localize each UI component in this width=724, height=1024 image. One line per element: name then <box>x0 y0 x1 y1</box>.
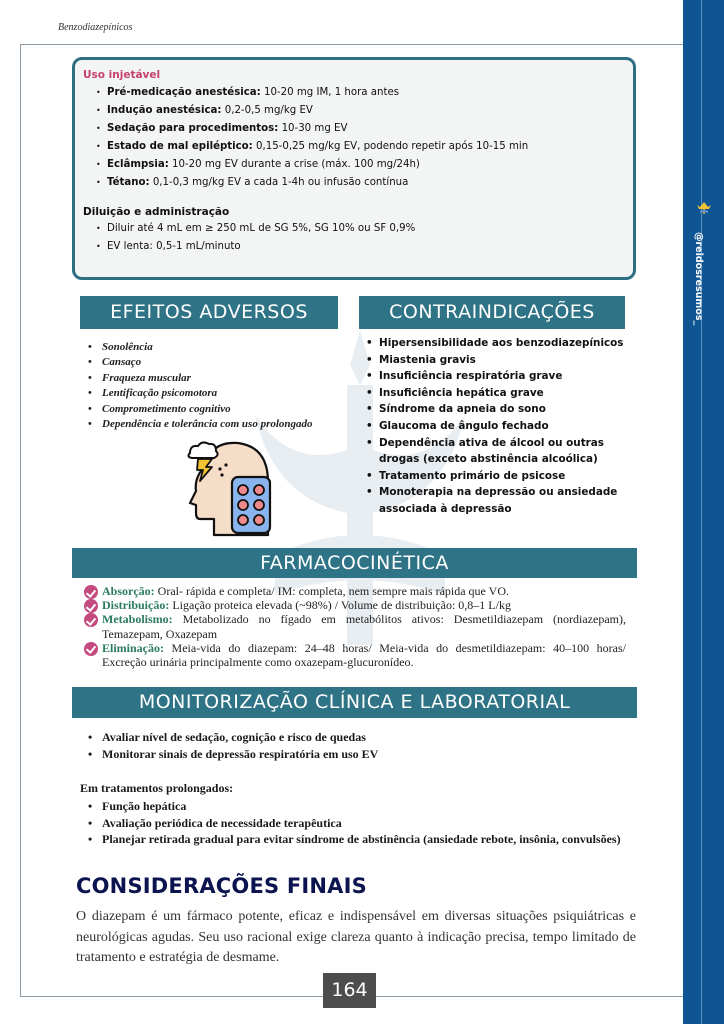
list-item: • Avaliação periódica de necessidade terapêutica <box>88 815 628 832</box>
list-item: • Insuficiência hepática grave <box>364 385 634 402</box>
list-item: • Planejar retirada gradual para evitar síndrome de abstinência (ansiedade rebote, insônia, convulsões) <box>88 831 628 848</box>
list-item: • Sonolência <box>88 340 313 355</box>
running-head: Benzodiazepínicos <box>58 22 133 33</box>
list-item: • Comprometimento cognitivo <box>88 402 313 417</box>
page-number: 164 <box>323 973 376 1008</box>
adverse-effects-header: EFEITOS ADVERSOS <box>80 296 338 329</box>
list-item: • Monitorar sinais de depressão respiratória em uso EV <box>88 746 378 763</box>
injectable-use-box <box>72 57 636 280</box>
list-item: • Eclâmpsia: 10-20 mg EV durante a crise (máx. 100 mg/24h) <box>96 156 623 174</box>
list-item: • Função hepática <box>88 798 628 815</box>
contraindications-list <box>364 335 634 518</box>
list-item: • Sedação para procedimentos: 10-30 mg EV <box>96 120 623 138</box>
prolonged-treatment-title: Em tratamentos prolongados: <box>80 781 234 795</box>
list-item: Absorção: Oral- rápida e completa/ IM: completa, nem sempre mais rápida que VO. <box>84 584 626 598</box>
list-item: • Dependência ativa de álcool ou outras drogas (exceto abstinência alcoólica) <box>364 435 634 468</box>
list-item: • Glaucoma de ângulo fechado <box>364 418 634 435</box>
head-with-pills-icon <box>176 437 276 537</box>
check-circle-icon <box>84 642 98 656</box>
list-item: • Fraqueza muscular <box>88 371 313 386</box>
injectable-title: Uso injetável <box>83 69 161 81</box>
list-item: • Síndrome da apneia do sono <box>364 401 634 418</box>
list-item: • Tratamento primário de psicose <box>364 468 634 485</box>
list-item: • Hipersensibilidade aos benzodiazepínicos <box>364 335 634 352</box>
pharmacokinetics-list <box>84 584 626 669</box>
prolonged-treatment-list <box>88 798 628 848</box>
sidebar-rule <box>701 0 702 1024</box>
list-item: • Lentificação psicomotora <box>88 386 313 401</box>
list-item: • Diluir até 4 mL em ≥ 250 mL de SG 5%, SG 10% ou SF 0,9% <box>96 220 623 238</box>
check-circle-icon <box>84 613 98 627</box>
crown-logo-icon <box>695 198 713 216</box>
list-item: • Tétano: 0,1-0,3 mg/kg EV a cada 1-4h ou infusão contínua <box>96 174 623 192</box>
list-item: • Pré-medicação anestésica: 10-20 mg IM, 1 hora antes <box>96 84 623 102</box>
monitoring-header: MONITORIZAÇÃO CLÍNICA E LABORATORIAL <box>72 687 637 718</box>
list-item: Distribuição: Ligação proteica elevada (~98%) / Volume de distribuição: 0,8–1 L/kg <box>84 598 626 612</box>
check-circle-icon <box>84 599 98 613</box>
list-item: • Monoterapia na depressão ou ansiedade associada à depressão <box>364 484 634 517</box>
dilution-title: Diluição e administração <box>83 206 230 218</box>
list-item: • Estado de mal epiléptico: 0,15-0,25 mg/kg EV, podendo repetir após 10-15 min <box>96 138 623 156</box>
adverse-effects-list <box>88 340 313 432</box>
sidebar: @reidosresumos_ <box>683 0 724 1024</box>
list-item: • EV lenta: 0,5-1 mL/minuto <box>96 238 623 256</box>
list-item: • Insuficiência respiratória grave <box>364 368 634 385</box>
list-item: Metabolismo: Metabolizado no fígado em metabólitos ativos: Desmetildiazepam (nordiazepam), Temazepam, Oxazepam <box>84 612 626 640</box>
list-item: • Cansaço <box>88 355 313 370</box>
contraindications-header: CONTRAINDICAÇÕES <box>359 296 625 329</box>
injectable-list <box>96 84 623 192</box>
list-item: • Miastenia gravis <box>364 352 634 369</box>
monitoring-list <box>88 729 378 762</box>
list-item: • Avaliar nível de sedação, cognição e risco de quedas <box>88 729 378 746</box>
final-considerations-text: O diazepam é um fármaco potente, eficaz e indispensável em diversas situações psiquiátricas e neurológicas agudas. Seu uso racional exige clareza quanto à indicação precisa, tempo limitado de tratamento e estratégia de desmame. <box>76 909 636 965</box>
dilution-list <box>96 220 623 256</box>
list-item: • Indução anestésica: 0,2-0,5 mg/kg EV <box>96 102 623 120</box>
list-item: • Dependência e tolerância com uso prolongado <box>88 417 313 432</box>
pharmacokinetics-header: FARMACOCINÉTICA <box>72 548 637 578</box>
list-item: Eliminação: Meia-vida do diazepam: 24–48 horas/ Meia-vida do desmetildiazepam: 40–100 horas/ Excreção urinária principalmente como oxazepam-glucuronídeo. <box>84 641 626 669</box>
final-considerations-title: CONSIDERAÇÕES FINAIS <box>76 874 367 898</box>
check-circle-icon <box>84 585 98 599</box>
